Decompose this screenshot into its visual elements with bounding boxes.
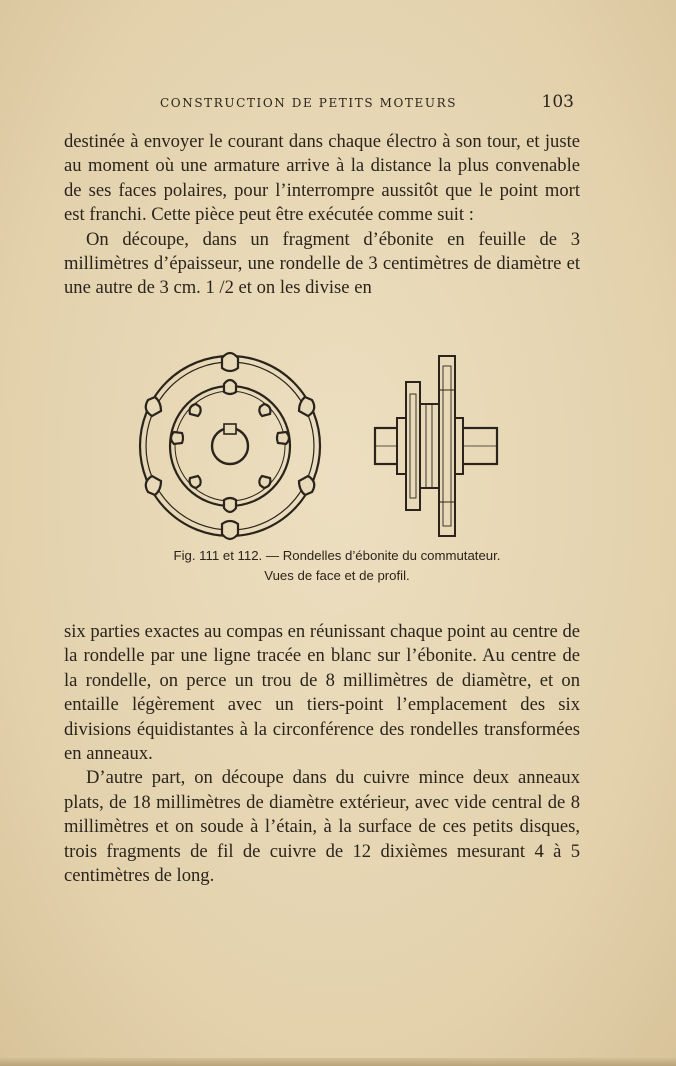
paragraph-ebonite-cutting: On découpe, dans un fragment d’ébonite en feuille de 3 millimètres d’épaisseur, une rondelle de 3 centimètres de diamètre et une autre de 3 cm. 1 /2 et on les divise en [64,228,580,299]
figure-111-112 [130,348,510,544]
commutator-washers-drawing [130,348,510,544]
caption-line-2: Vues de face et de profil. [264,568,410,583]
running-title: CONSTRUCTION DE PETITS MOTEURS [160,96,458,110]
paragraph-division: six parties exactes au compas en réunissant chaque point au centre de la rondelle par une ligne tracée en blanc sur l’ébonite. Au centre de la rondelle, on perce un trou de 8 millimètres de diamètre, et on entaille légèrement avec un tiers-point l’emplacement des six divisions équidistantes à la circonférence des rondelles transformées en anneaux. [64,621,580,765]
profile-view [375,356,497,536]
page-bottom-edge [0,1058,676,1066]
figure-caption [64,546,610,586]
text-block-top [64,130,580,301]
page-header [66,92,578,114]
text-block-bottom [64,620,580,888]
caption-line-1: Fig. 111 et 112. — Rondelles d’ébonite du commutateur. [173,548,501,563]
paragraph-copper-rings: D’autre part, on découpe dans du cuivre mince deux anneaux plats, de 18 millimètres de diamètre extérieur, avec vide central de 8 millimètres et on soude à l’étain, à la surface de ces petits disques, trois fragments de fil de cuivre de 12 dixièmes mesurant 4 à 5 centimètres de long. [64,767,580,887]
paragraph-continuation: destinée à envoyer le courant dans chaque électro à son tour, et juste au moment où une armature arrive à la distance la plus convenable de ses faces polaires, pour l’interrompre aussitôt que le point mort est franchi. Cette pièce peut être exécutée comme suit : [64,131,580,226]
page-number: 103 [541,92,574,112]
inner-washer-front-view [170,386,290,506]
